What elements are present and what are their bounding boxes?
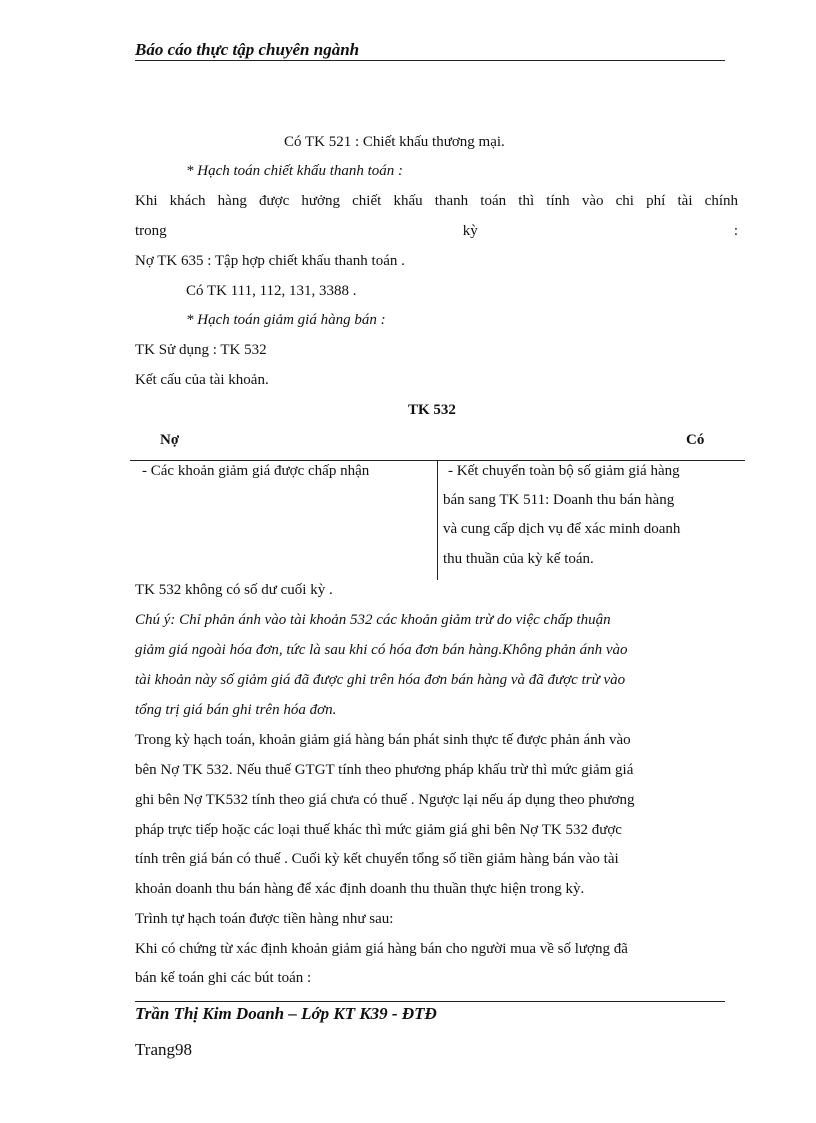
paragraph-line: ghi bên Nợ TK532 tính theo giá chưa có thuế . Ngược lại nếu áp dụng theo phương xyxy=(135,792,635,808)
note-line: Chú ý: Chỉ phản ánh vào tài khoản 532 các khoản giảm trừ do việc chấp thuận xyxy=(135,612,611,628)
text-line: Khi khách hàng được hưởng chiết khấu thanh toán thì tính vào chi phí tài chính xyxy=(135,193,738,209)
t-account-credit-line: và cung cấp dịch vụ để xác minh doanh xyxy=(443,521,681,537)
page-number: Trang98 xyxy=(135,1040,192,1059)
t-account-vertical-rule xyxy=(437,460,438,580)
footer-rule xyxy=(135,1001,725,1002)
section-heading: * Hạch toán giảm giá hàng bán : xyxy=(186,312,386,328)
text-word: : xyxy=(733,223,738,239)
paragraph-line: bên Nợ TK 532. Nếu thuế GTGT tính theo phương pháp khấu trừ thì mức giảm giá xyxy=(135,762,634,778)
paragraph-line: pháp trực tiếp hoặc các loại thuế khác thì mức giảm giá ghi bên Nợ TK 532 được xyxy=(135,822,622,838)
header-rule xyxy=(135,60,725,61)
text-line: TK 532 không có số dư cuối kỳ . xyxy=(135,582,333,598)
paragraph-line: Trong kỳ hạch toán, khoản giảm giá hàng bán phát sinh thực tế được phản ánh vào xyxy=(135,732,631,748)
text-word: trong xyxy=(135,223,167,239)
text-line: Có TK 111, 112, 131, 3388 . xyxy=(186,283,357,299)
page-header-title: Báo cáo thực tập chuyên ngành xyxy=(135,40,360,59)
note-line: giảm giá ngoài hóa đơn, tức là sau khi có hóa đơn bán hàng.Không phản ánh vào xyxy=(135,642,628,658)
section-heading: * Hạch toán chiết khấu thanh toán : xyxy=(186,163,404,179)
text-line: Trình tự hạch toán được tiền hàng như sau: xyxy=(135,911,394,927)
text-word: kỳ xyxy=(462,223,478,239)
text-line-justified xyxy=(135,223,738,240)
t-account-credit-label: Có xyxy=(686,432,705,448)
text-line: Kết cấu của tài khoản. xyxy=(135,372,269,388)
t-account-debit-entry: - Các khoản giảm giá được chấp nhận xyxy=(142,463,370,479)
note-line: tài khoản này số giảm giá đã được ghi trên hóa đơn bán hàng và đã được trừ vào xyxy=(135,672,626,688)
t-account-debit-label: Nợ xyxy=(160,432,180,448)
paragraph-line: khoản doanh thu bán hàng để xác định doanh thu thuần thực hiện trong kỳ. xyxy=(135,881,585,897)
t-account-title: TK 532 xyxy=(408,402,456,418)
note-line: tổng trị giá bán ghi trên hóa đơn. xyxy=(135,702,337,718)
text-line: Có TK 521 : Chiết khấu thương mại. xyxy=(284,134,505,150)
t-account-credit-line: bán sang TK 511: Doanh thu bán hàng xyxy=(443,492,675,508)
paragraph-line: tính trên giá bán có thuế . Cuối kỳ kết chuyển tổng số tiền giảm hàng bán vào tài xyxy=(135,851,619,867)
paragraph-line: Khi có chứng từ xác định khoản giảm giá hàng bán cho người mua về số lượng đã xyxy=(135,941,628,957)
t-account-credit-line: thu thuần của kỳ kế toán. xyxy=(443,551,594,567)
paragraph-line: bán kế toán ghi các bút toán : xyxy=(135,970,312,986)
footer-author: Trần Thị Kim Doanh – Lớp KT K39 - ĐTĐ xyxy=(135,1004,437,1023)
text-line: TK Sử dụng : TK 532 xyxy=(135,342,267,358)
text-line: Nợ TK 635 : Tập hợp chiết khấu thanh toán . xyxy=(135,253,405,269)
t-account-credit-line: - Kết chuyển toàn bộ số giảm giá hàng xyxy=(448,463,680,479)
